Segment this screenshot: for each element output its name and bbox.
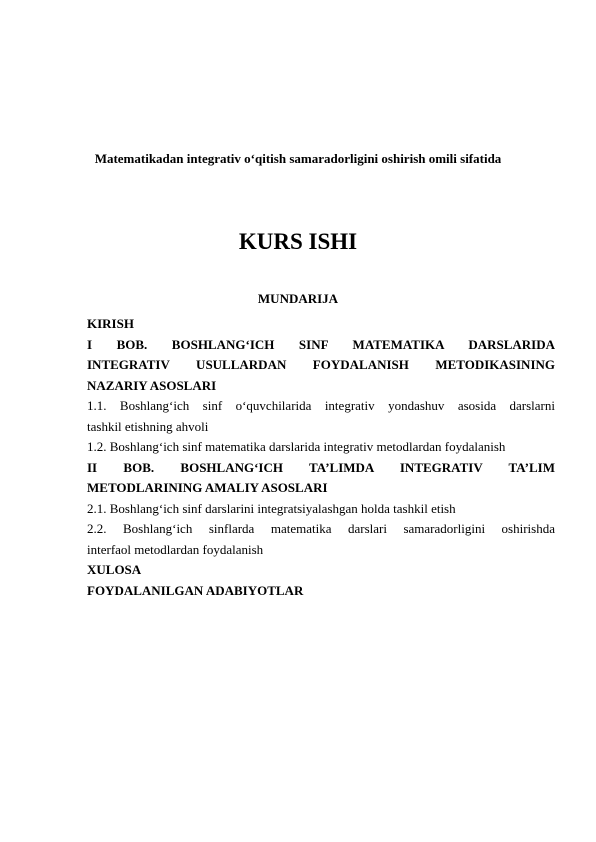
toc-entry-chapter-1-line-3: NAZARIY ASOSLARI (87, 377, 217, 393)
toc-entry-chapter-2-line-2: METODLARINING AMALIY ASOSLARI (87, 480, 328, 495)
document-type-title: KURS ISHI (238, 229, 358, 254)
toc-entry-conclusion: XULOSA (87, 562, 142, 577)
toc-entry-chapter-2-line-1: II BOB. BOSHLANG‘ICH TA’LIMDA INTEGRATIV TA’LIM (87, 459, 555, 475)
toc-entry-section-2-2-line-2: interfaol metodlardan foydalanish (87, 541, 264, 557)
toc-entry-chapter-1-line-2: INTEGRATIV USULLARDAN FOYDALANISH METODIKASINING (87, 357, 555, 372)
toc-entry-section-2-2-line-1: 2.2. Boshlang‘ich sinflarda matematika darslari samaradorligini oshirishda (87, 521, 555, 536)
toc-entry-section-1-2: 1.2. Boshlang‘ich sinf matematika darslarida integrativ metodlardan foydalanish (87, 439, 506, 454)
toc-entry-intro: KIRISH (87, 316, 134, 331)
toc-entry-section-1-1-line-1: 1.1. Boshlang‘ich sinf o‘quvchilarida integrativ yondashuv asosida darslarni (87, 398, 555, 413)
toc-entry-references: FOYDALANILGAN ADABIYOTLAR (87, 582, 304, 598)
toc-entry-chapter-1-line-1: I BOB. BOSHLANG‘ICH SINF MATEMATIKA DARSLARIDA (87, 336, 555, 352)
document-topic: Matematikadan integrativ o‘qitish samaradorligini oshirish omili sifatida (94, 151, 502, 166)
toc-heading: MUNDARIJA (257, 291, 339, 306)
toc-entry-section-2-1: 2.1. Boshlang‘ich sinf darslarini integratsiyalashgan holda tashkil etish (87, 500, 456, 516)
toc-entry-section-1-1-line-2: tashkil etishning ahvoli (87, 418, 209, 434)
table-of-contents (87, 314, 555, 601)
